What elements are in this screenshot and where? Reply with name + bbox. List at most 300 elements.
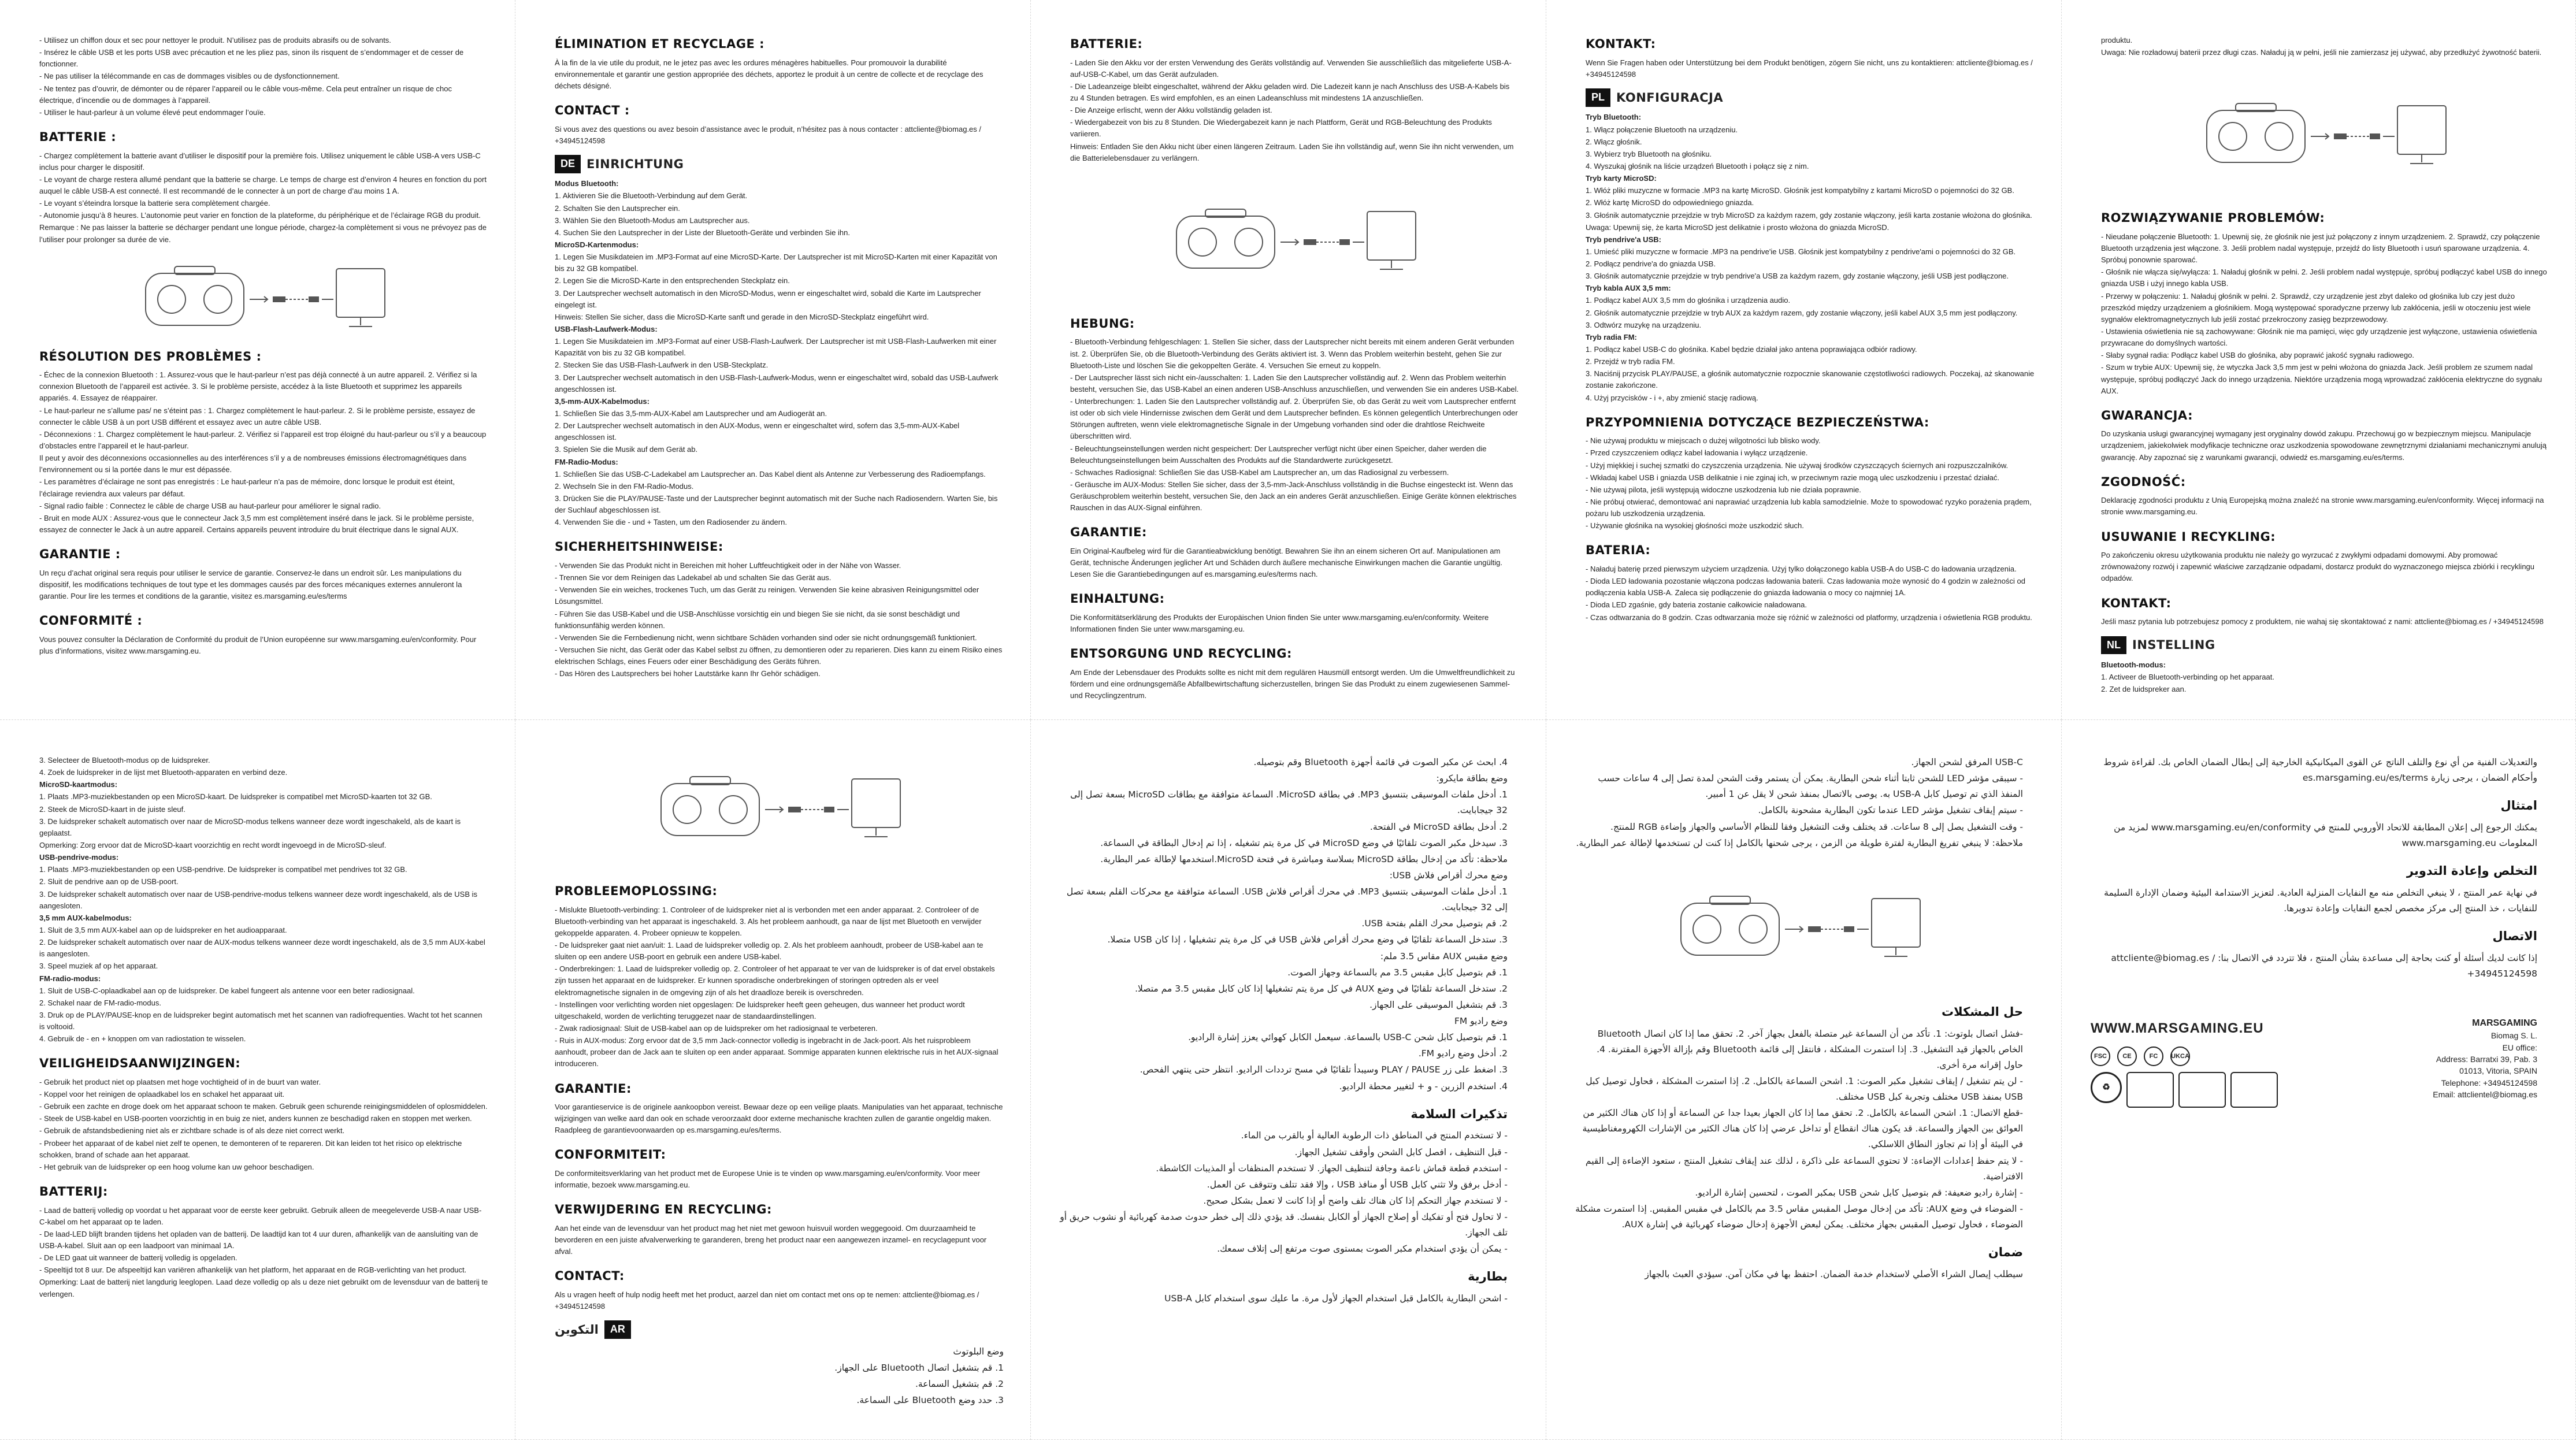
nl-setup-title: INSTELLING (2132, 638, 2215, 652)
paragraph: سيطلب إيصال الشراء الأصلي لاستخدام خدمة الضمان. احتفظ بها في مكان آمن. سيؤدي العبث بالجهاز (1645, 1268, 2023, 1279)
paragraph: 3,5 mm AUX-kabelmodus: (39, 913, 132, 922)
paragraph: 3. De luidspreker schakelt automatisch over naar de USB-pendrive-modus telkens wanneer deze wordt ingeschakeld, als de USB is aangesloten. (39, 889, 477, 910)
paragraph: - Beleuchtungseinstellungen werden nicht gespeichert: Der Lautsprecher verfügt nicht über einen Speicher, daher werden die Beleuchtungseinstellungen beim Ausschalten des Produkts auf die Standardwerte zurückgesetzt. (1070, 444, 1487, 465)
paragraph: - Mislukte Bluetooth-verbinding: 1. Controleer of de luidspreker niet al is verbonden met een ander apparaat. 2. Controleer of de Bluetooth-verbinding van het apparaat is ingeschakeld. 3. Als het probleem aanhoudt, ga naar de lijst met Bluetooth en verwijder gekoppelde apparaten. 4. Probeer opnieuw te koppelen. (555, 905, 982, 937)
fr-trouble-title: RÉSOLUTION DES PROBLÈMES : (39, 349, 262, 363)
fr-battery (39, 150, 488, 246)
ar-safety-title: تذكيرات السلامة (1411, 1107, 1508, 1121)
certification-mark-icon: CE (2117, 1046, 2137, 1066)
ar-contact-title: الاتصال (2492, 929, 2537, 944)
pl-disposal-title: USUWANIE I RECYKLING: (2101, 529, 2276, 544)
paragraph: Voor garantieservice is de originele aankoopbon vereist. Bewaar deze op een veilige plaats. Manipulaties van het apparaat, technische wijzigingen van welke aard dan ook en schade veroorzaakt door externe mechanische krachten zullen de garantie ongeldig maken. Raadpleeg de garantievoorwaarden op es.marsgaming.eu/es/terms. (555, 1103, 1003, 1135)
paragraph: À la fin de la vie utile du produit, ne le jetez pas avec les ordures ménagères habituelles. Pour promouvoir la durabilité environnementale et garantir une gestion appropriée des déchets, apportez le produit à un centre de collecte et de recyclage des déchets désigné. (555, 58, 983, 90)
paragraph: 2. Włącz głośnik. (1586, 137, 1642, 146)
paragraph: - Le haut-parleur ne s’allume pas/ ne s’éteint pas : 1. Chargez complètement le haut-parleur. 2. Si le problème persiste, essayez de connecter le câble USB à un port USB différent et essayez avec un autre câble USB. (39, 406, 476, 426)
paragraph: - Das Hören des Lautsprechers bei hoher Lautstärke kann Ihr Gehör schädigen. (555, 669, 821, 678)
paragraph: - الضوضاء في وضع AUX: تأكد من إدخال موصل المقبس مقاس 3.5 مم بالكامل في مقبس المقبس. إذا استمرت مشكلة الضوضاء ، فحاول توصيل المقبس بجهاز مختلف. يمكن لبعض الأجهزة إدخال ضوضاء كهربائية في إشارة AUX. (1575, 1203, 2023, 1230)
paragraph: - Verwenden Sie das Produkt nicht in Bereichen mit hoher Luftfeuchtigkeit oder in der Nähe von Wasser. (555, 561, 901, 570)
panel-de-setup (515, 0, 1031, 720)
paragraph: وضع راديو FM (1454, 1016, 1508, 1026)
paragraph: Tryb kabla AUX 3,5 mm: (1586, 284, 1671, 293)
paragraph: Do uzyskania usługi gwarancyjnej wymagany jest oryginalny dowód zakupu. Przechowuj go w bezpiecznym miejscu. Manipulacje urządzeniem, jakiekolwiek modyfikacje techniczne oraz uszkodzenia spowodowane zewnętrznymi działaniami mechanicznymi anulują gwarancję. Aby zapoznać się z warunkami gwarancji, odwiedź es.marsgaming.eu/es/terms. (2101, 429, 2547, 462)
paragraph: 2. قم بتشغيل السماعة. (915, 1378, 1004, 1389)
paragraph: 1. Legen Sie Musikdateien im .MP3-Format auf eine MicroSD-Karte. Der Lautsprecher ist mit MicroSD-Karten mit einer Kapazität von bis zu 32 GB kompatibel. (555, 253, 997, 273)
paragraph: 4. Verwenden Sie die - und + Tasten, um den Radiosender zu ändern. (555, 518, 787, 527)
paragraph: - Les paramètres d’éclairage ne sont pas enregistrés : Le haut-parleur n’a pas de mémoire, donc lorsque le produit est éteint, l’éclairage reviendra aux valeurs par défaut. (39, 477, 455, 498)
de-contact-title: KONTAKT: (1586, 37, 1656, 51)
paragraph: - Ustawienia oświetlenia nie są zachowywane: Głośnik nie ma pamięci, więc gdy urządzenie jest wyłączone, ustawienia oświetlenia przywracane do domyślnych wartości. (2101, 326, 2537, 348)
paragraph: Jeśli masz pytania lub potrzebujesz pomocy z produktem, nie wahaj się skontaktować z nami: attcliente@biomag.es / +34945124598 (2101, 617, 2544, 626)
paragraph: 2. Legen Sie die MicroSD-Karte in den entsprechenden Steckplatz ein. (555, 276, 790, 285)
paragraph: - أدخل برفق ولا تثني كابل USB أو منافذ USB ، وإلا فقد تتلف وتتوقف عن العمل. (1207, 1179, 1508, 1190)
panel-ar-2 (1546, 720, 2062, 1440)
de-warranty (1070, 545, 1519, 580)
paragraph: 2. Wechseln Sie in den FM-Radio-Modus. (555, 481, 694, 491)
paragraph: Als u vragen heeft of hulp nodig heeft met het product, aarzel dan niet om contact met ons op te nemen: attcliente@biomag.es / +34945124598 (555, 1290, 979, 1311)
paragraph: 2. De luidspreker schakelt automatisch over naar de AUX-modus telkens wanneer deze wordt ingeschakeld, als de 3,5 mm AUX-kabel is aangesloten. (39, 938, 485, 959)
paragraph: USB-C المرفق لشحن الجهاز. (1911, 757, 2023, 767)
paragraph: - Utilisez un chiffon doux et sec pour nettoyer le produit. N’utilisez pas de produits abrasifs ou de solvants. (39, 36, 391, 44)
paragraph: Un reçu d’achat original sera requis pour utiliser le service de garantie. Conservez-le dans un endroit sûr. Les manipulations du dispositif, les modifications techniques de tout type et les dommages causés par des forces mécaniques externes annuleront la garantie. Pour lire les termes et conditions de la garantie, visitez es.marsgaming.eu/es/terms (39, 568, 462, 600)
paragraph: - لا تحاول فتح أو تفكيك أو إصلاح الجهاز أو الكابل بنفسك. قد يؤدي ذلك إلى خطر حدوث صدمة كهربائية أو نشوب حريق أو تلف الجهاز. (1060, 1212, 1508, 1238)
paragraph: Si vous avez des questions ou avez besoin d’assistance avec le produit, n’hésitez pas à nous contacter : attcliente@biomag.es / +34945124598 (555, 124, 982, 145)
paragraph: 1. قم بتشغيل اتصال Bluetooth على الجهاز. (834, 1362, 1004, 1373)
paragraph: 3. Głośnik automatycznie przejdzie w tryb MicroSD za każdym razem, gdy zostanie włączony, jeśli karta zostanie włożona do głośnika. (1586, 210, 2032, 220)
de-warranty-title: GARANTIE: (1070, 525, 1147, 540)
de-contact (1586, 57, 2035, 80)
paragraph: - Gebruik een zachte en droge doek om het apparaat schoon te maken. Gebruik geen schurende reinigingsmiddelen of oplosmiddelen. (39, 1102, 488, 1111)
paragraph: 3. Wählen Sie den Bluetooth-Modus am Lautsprecher aus. (555, 216, 750, 225)
ar-battery (1060, 1291, 1508, 1307)
pl-warranty (2101, 428, 2549, 463)
paragraph: - قبل التنظيف ، افصل كابل الشحن وأوقف تشغيل الجهاز. (1294, 1146, 1508, 1157)
de-trouble (1070, 336, 1519, 514)
paragraph: - De luidspreker gaat niet aan/uit: 1. Laad de luidspreker volledig op. 2. Als het probleem aanhoudt, probeer de USB-kabel aan te sluiten op een andere USB-poort en gebruik een andere USB-kabel. (555, 940, 983, 962)
paragraph: Hinweis: Stellen Sie sicher, dass die MicroSD-Karte sanft und gerade in den MicroSD-Steckplatz eingeführt wird. (555, 312, 929, 321)
certification-mark-icon: FC (2144, 1046, 2163, 1066)
certification-mark-icon: UKCA (2170, 1046, 2190, 1066)
de-disposal (1070, 667, 1519, 702)
ar-conformity-title: امتثال (2500, 799, 2537, 813)
website-url: WWW.MARSGAMING.EU (2091, 1020, 2264, 1037)
paragraph: - Insérez le câble USB et les ports USB avec précaution et ne les pliez pas, sinon ils risquent de s’endommager et de cesser de fonctionner. (39, 48, 464, 69)
paragraph: - اشحن البطارية بالكامل قبل استخدام الجهاز لأول مرة. ما عليك سوى استخدام كابل USB-A (1164, 1293, 1508, 1304)
paragraph: 2. Przejdź w tryb radia FM. (1586, 357, 1675, 366)
pl-setup-title: KONFIGURACJA (1616, 90, 1724, 105)
paragraph: 3. اضغط على زر PLAY / PAUSE وسيبدأ تلقائيًا في مسح ترددات الراديو. انتظر حتى ينتهي الفحص. (1139, 1064, 1508, 1075)
speaker-figure (1575, 886, 2023, 967)
paragraph: - Naładuj baterię przed pierwszym użyciem urządzenia. Użyj tylko dołączonego kabla USB-A do USB-C do ładowania urządzenia. (1586, 564, 2017, 573)
paragraph: - Użyj miękkiej i suchej szmatki do czyszczenia urządzenia. Nie używaj środków czyszczących ściernych ani rozpuszczalników. (1586, 461, 2009, 470)
triman-logo-icon: ♻ (2091, 1072, 2122, 1103)
paragraph: Tryb pendrive'a USB: (1586, 235, 1661, 244)
pl-trouble-title: ROZWIĄZYWANIE PROBLEMÓW: (2101, 211, 2325, 225)
paragraph: Wenn Sie Fragen haben oder Unterstützung bei dem Produkt benötigen, zögern Sie nicht, uns zu kontaktieren: attcliente@biomag.es / +34945124598 (1586, 58, 2033, 79)
paragraph: 1. Umieść pliki muzyczne w formacie .MP3 na pendrive'ie USB. Głośnik jest kompatybilny z pendrive'ami o pojemności do 32 GB. (1586, 247, 2016, 256)
pl-disposal (2101, 550, 2549, 584)
paragraph: -قطع الاتصال: 1. اشحن السماعة بالكامل. 2. تحقق مما إذا كان الجهاز بعيدا جدا عن السماعة أو إذا كان هناك الكثير من العوائق بين الجهاز والسماعة. قد يكون هناك انقطاع أو تداخل عرضي إذا كان هناك الكثير من الإشارات الكهرومغناطيسية في البيئة أو إذا تم تجاوز النطاق اللاسلكي. (1582, 1108, 2023, 1150)
pl-conformity (2101, 495, 2549, 518)
paragraph: - يمكن أن يؤدي استخدام مكبر الصوت بمستوى صوت مرتفع إلى إتلاف سمعك. (1217, 1244, 1508, 1255)
paragraph: Deklarację zgodności produktu z Unią Europejską można znaleźć na stronie www.marsgaming.eu/en/conformity. Więcej informacji na stronie www.marsgaming.eu. (2101, 496, 2544, 517)
panel-ar (1031, 720, 1546, 1440)
speaker-charging-illustration (2201, 93, 2449, 174)
ar-contact (2091, 951, 2537, 982)
nl-disposal-title: VERWIJDERING EN RECYCLING: (555, 1203, 772, 1217)
fr-warranty-title: GARANTIE : (39, 547, 121, 562)
company-name: Biomag S. L. (2490, 1031, 2537, 1041)
paragraph: - Signal radio faible : Connectez le câble de charge USB au haut-parleur pour améliorer le signal radio. (39, 501, 381, 510)
paragraph: - Speeltijd tot 8 uur. De afspeeltijd kan variëren afhankelijk van het platform, het apparaat en de RGB-verlichting van het product. (39, 1265, 467, 1275)
paragraph: 2. أدخل وضع راديو FM. (1418, 1048, 1508, 1059)
paragraph: - Probeer het apparaat of de kabel niet zelf te openen, te demonteren of te repareren. Dit kan leiden tot het risico op elektrische schokken, brand of schade aan het apparaat. (39, 1138, 462, 1159)
paragraph: 4. ابحث عن مكبر الصوت في قائمة أجهزة Bluetooth وقم بتوصيله. (1253, 757, 1508, 767)
paragraph: والتعديلات الفنية من أي نوع والتلف الناتج عن القوى الميكانيكية الخارجية إلى إبطال الضمان الخاص بك. لقراءة شروط وأحكام الضمان ، يرجى زيارة es.marsgaming.eu/es/terms (2103, 757, 2537, 784)
paragraph: 2. Stecken Sie das USB-Flash-Laufwerk in den USB-Steckplatz. (555, 361, 769, 370)
paragraph: - Échec de la connexion Bluetooth : 1. Assurez-vous que le haut-parleur n’est pas déjà connecté à un autre appareil. 2. Vérifiez si la connexion Bluetooth de l’appareil est activée. 3. Si le problème persiste, accédez à la liste Bluetooth et supprimez les appareils appariés. 4. Essayez de réappairer. (39, 370, 477, 403)
fr-battery-title: BATTERIE : (39, 129, 117, 144)
paragraph: 4. Użyj przycisków - i +, aby zmienić stację radiową. (1586, 393, 1758, 402)
pl-setup (1586, 112, 2035, 403)
paragraph: 2. Podłącz pendrive'a do gniazda USB. (1586, 259, 1716, 269)
paragraph: 1. Legen Sie Musikdateien im .MP3-Format auf einer USB-Flash-Laufwerk. Der Lautsprecher ist mit USB-Flash-Laufwerken mit einer Kapazität von bis zu 32 GB kompatibel. (555, 337, 997, 358)
paragraph: 3. Der Lautsprecher wechselt automatisch in den USB-Flash-Laufwerk-Modus, wenn er eingeschaltet wird, sobald das USB-Laufwerk angeschlossen ist. (555, 373, 999, 394)
paragraph: - Instellingen voor verlichting worden niet opgeslagen: De luidspreker heeft geen geheugen, dus wanneer het product wordt uitgeschakeld, worden de verlichting teruggezet naar de standaardinstellingen. (555, 1000, 965, 1020)
paragraph: - Nie używaj produktu w miejscach o dużej wilgotności lub blisko wody. (1586, 436, 1821, 446)
nl-contact (555, 1289, 1004, 1312)
paragraph: 3. سيدخل مكبر الصوت تلقائيًا في وضع MicroSD في كل مرة يتم تشغيله ، إذا تم إدخال البطاقة في السماعة. (1100, 837, 1508, 848)
de-battery (1070, 57, 1519, 164)
paragraph: 1. Schließen Sie das 3,5-mm-AUX-Kabel am Lautsprecher und am Audiogerät an. (555, 409, 827, 418)
paragraph: 3. Spielen Sie die Musik auf dem Gerät ab. (555, 445, 698, 454)
paragraph: - Unterbrechungen: 1. Laden Sie den Lautsprecher vollständig auf. 2. Überprüfen Sie, ob das Gerät zu weit vom Lautsprecher entfernt ist oder ob sich viele Hindernisse zwischen dem Gerät und dem Lautsprecher befinden. Es können gelegentlich Unterbrechungen oder Störungen auftreten, wenn viele elektromagnetische Signale in der Umgebung vorhanden sind oder die drahtlose Reichweite überschritten wird. (1070, 397, 1518, 441)
paragraph: - Słaby sygnał radia: Podłącz kabel USB do głośnika, aby poprawić jakość sygnału radiowego. (2101, 351, 2414, 360)
speaker-charging-illustration (1675, 886, 1924, 967)
de-setup (555, 178, 1004, 528)
paragraph: 1. Podłącz kabel AUX 3,5 mm do głośnika i urządzenia audio. (1586, 296, 1791, 305)
paragraph: 2. Steek de MicroSD-kaart in de juiste sleuf. (39, 804, 185, 814)
paragraph: 1. قم بتوصيل كابل شحن USB-C بالسماعة. سيعمل الكابل كهوائي يعزز إشارة الراديو. (1188, 1032, 1508, 1043)
paragraph: 3. De luidspreker schakelt automatisch over naar de MicroSD-modus telkens wanneer deze wordt ingeschakeld, als de kaart is geplaatst. (39, 817, 461, 837)
nl-warranty-title: GARANTIE: (555, 1081, 632, 1096)
paragraph: - Nie używaj pilota, jeśli występują widoczne uszkodzenia lub nie działa poprawnie. (1586, 485, 1861, 494)
paragraph: Tryb radia FM: (1586, 332, 1637, 342)
paragraph: - Het gebruik van de luidspreker op een hoog volume kan uw gehoor beschadigen. (39, 1162, 314, 1171)
panel-ar-3 (2062, 720, 2576, 1440)
paragraph: Ein Original-Kaufbeleg wird für die Garantieabwicklung benötigt. Bewahren Sie ihn an einem sicheren Ort auf. Manipulationen am Gerät, technische Änderungen jeglicher Art und Schäden durch äußere mechanische Einwirkungen machen die Garantie ungültig. Lesen Sie die Garantiebedingungen auf es.marsgaming.eu/es/terms nach. (1070, 547, 1502, 579)
paragraph: -فشل اتصال بلوتوث: 1. تأكد من أن السماعة غير متصلة بالفعل بجهاز آخر. 2. تحقق مما إذا كان اتصال Bluetooth الخاص بالجهاز قيد التشغيل. 3. إذا استمرت المشكلة ، فانتقل إلى قائمة Bluetooth وقم بإزالة الأجهزة المقترنة. 4. حاول إقرانه مرة أخرى. (1597, 1028, 2023, 1070)
certification-mark-icon: FSC (2091, 1046, 2110, 1066)
paragraph: ملاحظة: تأكد من إدخال بطاقة MicroSD بسلاسة ومباشرة في فتحة MicroSD.استخدمها لإطالة عمر البطارية. (1100, 853, 1508, 864)
paragraph: De conformiteitsverklaring van het product met de Europese Unie is te vinden op www.marsgaming.eu/en/conformity. Voor meer informatie, bezoek www.marsgaming.eu. (555, 1169, 981, 1190)
ar-battery-cont (1575, 755, 2023, 851)
paragraph: إذا كانت لديك أسئلة أو كنت بحاجة إلى مساعدة بشأن المنتج ، فلا تتردد في الاتصال بنا: attcliente@biomag.es / +34945124598 (2111, 953, 2537, 979)
paragraph: - Steek de USB-kabel en USB-poorten voorzichtig in en buig ze niet, anders kunnen ze beschadigd raken en stoppen met werken. (39, 1114, 472, 1123)
paragraph: وضع محرك أقراص فلاش USB: (1389, 870, 1508, 881)
paragraph: 3,5-mm-AUX-Kabelmodus: (555, 396, 649, 406)
manufacturer-footer (2091, 1016, 2537, 1108)
panel-nl (0, 720, 515, 1440)
ar-setup-cont (1060, 755, 1508, 1094)
ar-disposal-title: التخلص وإعادة التدوير (2406, 864, 2537, 878)
de-code: DE (555, 155, 581, 173)
pl-safety-title: PRZYPOMNIENIA DOTYCZĄCE BEZPIECZEŃSTWA: (1586, 415, 1929, 429)
paragraph: 1. قم بتوصيل كابل مقبس 3.5 مم بالسماعة وجهاز الصوت. (1287, 967, 1508, 978)
paragraph: - سيبقى مؤشر LED للشحن ثابتا أثناء شحن البطارية. يمكن أن يستمر وقت الشحن لمدة تصل إلى 4 ساعات حسب المنفذ الذي تم توصيل كابل USB-A به. يوصى بالاتصال بمنفذ شحن لا يقل عن 1 أمبير. (1598, 773, 2023, 800)
paragraph: FM-Radio-Modus: (555, 457, 618, 466)
nl-warranty (555, 1101, 1004, 1136)
ar-trouble (1575, 1026, 2023, 1233)
paragraph: - إشارة راديو ضعيفة: قم بتوصيل كابل شحن USB بمكبر الصوت ، لتحسين إشارة الراديو. (1695, 1187, 2023, 1198)
paragraph: - Nieudane połączenie Bluetooth: 1. Upewnij się, że głośnik nie jest już połączony z innym urządzeniem. 2. Sprawdź, czy połączenie Bluetooth urządzenia jest włączone. 3. Jeśli problem nadal występuje, przejdź do listy Bluetooth i usuń sparowane urządzenia. 4. Spróbuj ponownie sparować. (2101, 232, 2540, 265)
paragraph: Die Konformitätserklärung des Produkts der Europäischen Union finden Sie unter www.marsgaming.eu/en/conformity. Weitere Informationen finden Sie unter www.marsgaming.eu. (1070, 613, 1489, 634)
nl-setup-cont (39, 755, 488, 1045)
paragraph: 3. ستدخل السماعة تلقائيًا في وضع محرك أقراص فلاش USB في كل مرة يتم تشغيلها ، إذا كان USB متصلا. (1107, 934, 1508, 945)
paragraph: 3. Druk op de PLAY/PAUSE-knop en de luidspreker begint automatisch met het scannen van radiofrequenties. Wacht tot het scannen is voltooid. (39, 1010, 482, 1031)
de-disposal-title: ENTSORGUNG UND RECYCLING: (1070, 647, 1292, 661)
paragraph: - Chargez complètement la batterie avant d’utiliser le dispositif pour la première fois. Utilisez uniquement le câble USB-A vers USB-C inclus pour charger le dispositif. (39, 151, 481, 172)
de-language-header (555, 155, 1004, 174)
ar-warranty-cont (2091, 755, 2537, 786)
pl-warranty-title: GWARANCJA: (2101, 408, 2193, 422)
paragraph: MicroSD-Kartenmodus: (555, 240, 639, 250)
paragraph: - Schwaches Radiosignal: Schließen Sie das USB-Kabel am Lautsprecher an, um das Radiosignal zu verbessern. (1070, 467, 1449, 477)
paragraph: 1. Schließen Sie das USB-C-Ladekabel am Lautsprecher an. Das Kabel dient als Antenne zur Verbesserung des Radioempfangs. (555, 469, 986, 478)
paragraph: Am Ende der Lebensdauer des Produkts sollte es nicht mit dem regulären Hausmüll entsorgt werden. Um die Umweltfreundlichkeit zu fördern und eine ordnungsgemäße Abfallbewirtschaftung sicherzustellen, bringen Sie das Produkt zu einem zugewiesenen Sammel- und Recyclingzentrum. (1070, 667, 1515, 700)
nl-battery-title: BATTERIJ: (39, 1185, 108, 1199)
paragraph: 1. أدخل ملفات الموسيقى بتنسيق MP3. في محرك أقراص فلاش USB. السماعة متوافقة مع محركات القلم بسعة تصل إلى 32 جيجابايت. (1066, 886, 1508, 913)
paragraph: 4. استخدم الزرين - و + لتغيير محطة الراديو. (1339, 1081, 1508, 1092)
paragraph: - De LED gaat uit wanneer de batterij volledig is opgeladen. (39, 1253, 237, 1263)
paragraph: 3. Odtwórz muzykę na urządzeniu. (1586, 320, 1702, 329)
paragraph: - Koppel voor het reinigen de oplaadkabel los en schakel het apparaat uit. (39, 1090, 285, 1099)
paragraph: - Autonomie jusqu’à 8 heures. L’autonomie peut varier en fonction de la plateforme, du périphérique et de l’éclairage RGB du produit. (39, 211, 481, 220)
paragraph: - Laden Sie den Akku vor der ersten Verwendung des Geräts vollständig auf. Verwenden Sie ausschließlich das mitgelieferte USB-A-auf-USB-C-Kabel, um das Gerät aufzuladen. (1070, 58, 1512, 79)
paragraph: - Onderbrekingen: 1. Laad de luidspreker volledig op. 2. Controleer of het apparaat te ver van de luidspreker is of dat ervel obstakels zijn tussen het apparaat en de luidspreker. Er kunnen sporadische onderbrekingen of storingen optreden als er veel elektromagnetische signalen in de omgeving zijn of als het draadloze bereik is overschreden. (555, 964, 995, 997)
paragraph: - Czas odtwarzania do 8 godzin. Czas odtwarzania może się różnić w zależności od platformy, urządzenia i oświetlenia RGB produktu. (1586, 613, 2032, 622)
paragraph: - وقت التشغيل يصل إلى 8 ساعات. قد يختلف وقت التشغيل وفقا للنظام الأساسي والجهاز وإضاءة RGB للمنتج. (1610, 821, 2023, 832)
paragraph: - Ruis in AUX-modus: Zorg ervoor dat de 3,5 mm Jack-connector volledig is ingebracht in de Jack-poort. Als het ruisprobleem aanhoudt, probeer dan de Jack aan te sluiten op een ander apparaat. Sommige apparaten kunnen elektrische ruis in het AUX-signaal introduceren. (555, 1036, 999, 1068)
nl-language-header (2101, 636, 2549, 655)
paragraph: Uwaga: Upewnij się, że karta MicroSD jest delikatnie i prosto włożona do gniazda MicroSD. (1586, 222, 1890, 232)
paragraph: 4. Zoek de luidspreker in de lijst met Bluetooth-apparaten en verbind deze. (39, 768, 288, 777)
nl-conformity (555, 1168, 1004, 1191)
paragraph: - De laad-LED blijft branden tijdens het opladen van de batterij. De laadtijd kan tot 4 uur duren, afhankelijk van de aansluiting van de USB-A-kabel. Sluit aan op een laadpoort van minimaal 1A. (39, 1229, 478, 1250)
paragraph: - Déconnexions : 1. Chargez complètement le haut-parleur. 2. Vérifiez si l’appareil est trop éloigné du haut-parleur ou s’il y a beaucoup d’obstacles entre l’appareil et le haut-parleur. (39, 429, 487, 451)
paragraph: 3. Wybierz tryb Bluetooth na głośniku. (1586, 149, 1712, 158)
paragraph: - لا يتم حفظ إعدادات الإضاءة: لا تحتوي السماعة على ذاكرة ، لذلك عند إيقاف تشغيل المنتج ، ستعود الإضاءة إلى القيم الافتراضية. (1585, 1155, 2023, 1182)
paragraph: وضع بطاقة مايكرو: (1436, 773, 1508, 784)
manufacturer-address (2433, 1016, 2537, 1100)
paragraph: 1. Aktivieren Sie die Bluetooth-Verbindung auf dem Gerät. (555, 191, 748, 201)
paragraph: - لا تستخدم المنتج في المناطق ذات الرطوبة العالية أو بالقرب من الماء. (1241, 1130, 1508, 1141)
speaker-charging-illustration (1171, 199, 1419, 280)
paragraph: 1. Włącz połączenie Bluetooth na urządzeniu. (1586, 125, 1738, 134)
paragraph: 1. Podłącz kabel USB-C do głośnika. Kabel będzie działał jako antena poprawiająca odbiór radiowy. (1586, 345, 1917, 354)
de-battery-title: BATTERIE: (1070, 37, 1143, 51)
pl-trouble (2101, 231, 2549, 397)
paragraph: 2. قم بتوصيل محرك القلم بفتحة USB. (1361, 918, 1508, 929)
fr-contact (555, 124, 1004, 147)
recycling-box-icon (2178, 1072, 2226, 1108)
paragraph: 2. Zet de luidspreker aan. (2101, 685, 2187, 694)
paragraph: - Ne pas utiliser la télécommande en cas de dommages visibles ou de dysfonctionnement. (39, 72, 340, 81)
paragraph: - Laad de batterij volledig op voordat u het apparaat voor de eerste keer gebruikt. Gebruik alleen de meegeleverde USB-A naar USB-C-kabel om het apparaat op te laden. (39, 1205, 482, 1226)
fr-trouble (39, 369, 488, 536)
ar-conformity (2091, 820, 2537, 851)
nl-battery (39, 1205, 488, 1300)
paragraph: Opmerking: Zorg ervoor dat de MicroSD-kaart voorzichtig en recht wordt ingevoegd in de MicroSD-sleuf. (39, 840, 387, 849)
paragraph: produktu. (2101, 36, 2133, 44)
paragraph: ملاحظة: لا ينبغي تفريغ البطارية لفترة طويلة من الزمن ، يرجى شحنها بالكامل إذا كنت لن تستخدمها لإطالة عمر البطارية. (1576, 837, 2023, 848)
paragraph: - Dioda LED ładowania pozostanie włączona podczas ładowania baterii. Czas ładowania może wynosić do 4 godzin w zależności od podłączenia kabla USB-A. Zaleca się podłączenie do gniazda ładowania o mocy co najmniej 1A. (1586, 577, 2025, 597)
paragraph: MicroSD-kaartmodus: (39, 780, 118, 789)
fr-conformity-title: CONFORMITÉ : (39, 614, 143, 628)
paragraph: 2. Schakel naar de FM-radio-modus. (39, 998, 161, 1007)
paragraph: - Gebruik het product niet op plaatsen met hoge vochtigheid of in de buurt van water. (39, 1077, 321, 1086)
paragraph: USB-Flash-Laufwerk-Modus: (555, 325, 658, 334)
speaker-figure (2101, 93, 2549, 174)
address-line-2: 01013, Vitoria, SPAIN (2459, 1066, 2537, 1076)
paragraph: FM-radio-modus: (39, 974, 101, 983)
paragraph: 2. ستدخل السماعة تلقائيًا في وضع AUX في كل مرة يتم تشغيلها إذا كان كابل مقبس 3.5 مم متصلا. (1135, 983, 1508, 994)
fr-warranty (39, 567, 488, 602)
paragraph: Bluetooth-modus: (2101, 660, 2166, 669)
paragraph: - Geräusche im AUX-Modus: Stellen Sie sicher, dass der 3,5-mm-Jack-Anschluss vollständig in die Buchse eingesteckt ist. Wenn das Geräuschproblem weiterhin besteht, versuchen Sie, den Jack an ein anderes Gerät anzuschließen. Einige Geräte können elektrisches Rauschen in das AUX-Signal einführen. (1070, 480, 1517, 513)
speaker-figure (39, 256, 488, 337)
paragraph: 1. Plaats .MP3-muziekbestanden op een USB-pendrive. De luidspreker is compatibel met pendrives tot 32 GB. (39, 865, 407, 874)
paragraph: 2. Sluit de pendrive aan op de USB-poort. (39, 877, 179, 886)
pl-safety (1586, 435, 2035, 532)
paragraph: - Verwenden Sie die Fernbedienung nicht, wenn sichtbare Schäden vorhanden sind oder sie nicht ordnungsgemäß funktioniert. (555, 633, 977, 642)
paragraph: 3. Głośnik automatycznie przejdzie w tryb pendrive'a USB za każdym razem, gdy zostanie włączony, jeśli USB jest podłączone. (1586, 272, 2009, 281)
paragraph: Vous pouvez consulter la Déclaration de Conformité du produit de l’Union européenne sur www.marsgaming.eu/en/conformity. Pour plus d’informations, visitez www.marsgaming.eu. (39, 634, 477, 655)
ar-code: AR (604, 1320, 631, 1339)
paragraph: في نهاية عمر المنتج ، لا ينبغي التخلص منه مع النفايات المنزلية العادية. لتعزيز الاستدامة البيئية وضمان الإدارة السليمة للنفايات ، خذ المنتج إلى مركز مخصص لجمع النفايات وإعادة تدويرها. (2104, 888, 2537, 914)
paragraph: 4. Wyszukaj głośnik na liście urządzeń Bluetooth i połącz się z nim. (1586, 161, 1809, 170)
ar-trouble-title: حل المشكلات (1942, 1004, 2023, 1019)
fr-intro (39, 35, 488, 118)
paragraph: - Der Lautsprecher lässt sich nicht ein-/ausschalten: 1. Laden Sie den Lautsprecher vollständig auf. 2. Wenn das Problem weiterhin besteht, versuchen Sie, das USB-Kabel an einen anderen USB-Anschluss anzuschließen, und verwenden Sie ein anderes USB-Kabel. (1070, 373, 1519, 394)
telephone: Telephone: +34945124598 (2441, 1078, 2537, 1088)
paragraph: - Bruit en mode AUX : Assurez-vous que le connecteur Jack 3,5 mm est complètement inséré dans le jack. Si le problème persiste, essayez de connecter le Jack à un autre appareil. Certains appareils peuvent introduire du bruit électrique dans le signal AUX. (39, 513, 474, 535)
ar-disposal (2091, 885, 2537, 916)
nl-code: NL (2101, 636, 2126, 655)
nl-safety (39, 1077, 488, 1173)
paragraph: - Le voyant s’éteindra lorsque la batterie sera complètement chargée. (39, 199, 270, 208)
paragraph: - Versuchen Sie nicht, das Gerät oder das Kabel selbst zu öffnen, zu demontieren oder zu reparieren. Dies kann zu einem Risiko eines elektrischen Schlags, eines Feuers oder einer Beschädigung des Geräts führen. (555, 645, 1003, 666)
paragraph: 3. قم بتشغيل الموسيقى على الجهاز. (1369, 999, 1508, 1010)
paragraph: 4. Suchen Sie den Lautsprecher in der Liste der Bluetooth-Geräte und verbinden Sie ihn. (555, 228, 850, 237)
pl-battery (1586, 563, 2035, 623)
de-safety-title: SICHERHEITSHINWEISE: (555, 540, 723, 554)
paragraph: Hinweis: Entladen Sie den Akku nicht über einen längeren Zeitraum. Laden Sie ihn vollständig auf, wenn Sie ihn nicht verwenden, um die Batterielebensdauer zu verlängern. (1070, 142, 1514, 162)
paragraph: - Le voyant de charge restera allumé pendant que la batterie se charge. Le temps de charge est d’environ 4 heures en fonction du port auquel le câble USB-A est connecté. Il est recommandé de le connecter à un port de charge d’au moins 1 A. (39, 175, 487, 195)
paragraph: 4. Gebruik de - en + knoppen om van radiostation te wisselen. (39, 1034, 246, 1044)
paragraph: Tryb karty MicroSD: (1586, 174, 1657, 183)
paragraph: Modus Bluetooth: (555, 179, 619, 188)
brand-name: MARSGAMING (2472, 1018, 2537, 1029)
panel-pl (2062, 0, 2576, 720)
certification-marks (2091, 1046, 2278, 1066)
paragraph: 2. Głośnik automatycznie przejdzie w tryb AUX za każdym razem, gdy zostanie włączony, jeśli kabel AUX 3,5 mm jest podłączony. (1586, 308, 2018, 317)
paragraph: - Utiliser le haut-parleur à un volume élevé peut endommager l’ouïe. (39, 107, 266, 117)
de-conformity-title: EINHALTUNG: (1070, 592, 1165, 606)
pl-contact (2101, 616, 2549, 628)
paragraph: 1. Activeer de Bluetooth-verbinding op het apparaat. (2101, 672, 2274, 681)
speaker-charging-illustration (140, 256, 388, 337)
paragraph: Opmerking: Laat de batterij niet langdurig leeglopen. Laad deze volledig op als u deze niet gebruikt om de levensduur van de batterij te verlengen. (39, 1278, 488, 1298)
speaker-figure (1070, 199, 1519, 280)
paragraph: Po zakończeniu okresu użytkowania produktu nie należy go wyrzucać z zwykłymi odpadami domowymi. Aby promować zrównoważony rozwój i zapewnić właściwe zarządzanie odpadami, dostarcz produkt do wyznaczonego miejsca zbiórki i recyklingu odpadów. (2101, 551, 2535, 583)
de-setup-title: EINRICHTUNG (587, 157, 684, 171)
paragraph: - Verwenden Sie ein weiches, trockenes Tuch, um das Gerät zu reinigen. Verwenden Sie keine abrasiven Reinigungsmittel oder Lösungsmittel. (555, 585, 979, 606)
paragraph: - Wiedergabezeit von bis zu 8 Stunden. Die Wiedergabezeit kann je nach Plattform, Gerät und RGB-Beleuchtung des Produkts variieren. (1070, 118, 1492, 139)
pl-code: PL (1586, 88, 1610, 107)
paragraph: 1. أدخل ملفات الموسيقى بتنسيق MP3. في بطاقة MicroSD. السماعة متوافقة مع بطاقات MicroSD بسعة تصل إلى 32 جيجابايت. (1070, 789, 1508, 816)
fr-contact-title: CONTACT : (555, 103, 630, 117)
paragraph: 3. Der Lautsprecher wechselt automatisch in den MicroSD-Modus, wenn er eingeschaltet wird, sobald die Karte im Lautsprecher eingelegt ist. (555, 288, 981, 309)
paragraph: Il peut y avoir des déconnexions occasionnelles au des interférences s’il y a de nombreuses émissions électromagnétiques dans l’environnement ou si la portée dans le mur est dépassée. (39, 454, 467, 474)
paragraph: 2. Włóż kartę MicroSD do odpowiedniego gniazda. (1586, 198, 1754, 207)
nl-setup (2101, 659, 2549, 695)
paragraph: 3. Selecteer de Bluetooth-modus op de luidspreker. (39, 756, 210, 764)
ar-safety (1060, 1128, 1508, 1257)
fr-conformity (39, 634, 488, 657)
nl-disposal (555, 1223, 1004, 1257)
paragraph: - Bluetooth-Verbindung fehlgeschlagen: 1. Stellen Sie sicher, dass der Lautsprecher nicht bereits mit einem anderen Gerät verbunden ist. 2. Überprüfen Sie, ob die Bluetooth-Verbindung des Geräts aktiviert ist. 3. Wenn das Problem weiterhin besteht, gehen Sie zur Bluetooth-Liste und löschen Sie die gekoppelten Geräte. 4. Versuchen Sie erneut zu koppeln. (1070, 337, 1515, 370)
paragraph: - لا تستخدم جهاز التحكم إذا كان هناك تلف واضح أو إذا كانت لا تعمل بشكل صحيح. (1203, 1195, 1508, 1206)
speaker-figure (555, 766, 1004, 847)
ar-setup (555, 1344, 1004, 1409)
paragraph: 1. Włóż pliki muzyczne w formacie .MP3 na kartę MicroSD. Głośnik jest kompatybilny z kartami MicroSD o pojemności do 32 GB. (1586, 186, 2014, 195)
paragraph: - Szum w trybie AUX: Upewnij się, że wtyczka Jack 3,5 mm jest w pełni włożona do gniazda Jack. Jeśli problem ze szumem nadal występuje, spróbuj podłączyć Jack do innego urządzenia. Niektóre urządzenia mogą wprowadzać zakłócenia elektryczne do sygnału AUX. (2101, 363, 2542, 395)
pl-conformity-title: ZGODNOŚĆ: (2101, 474, 2186, 489)
pl-battery-cont (2101, 35, 2549, 58)
site-and-marks (2091, 1016, 2278, 1108)
panel-pl-setup (1546, 0, 2062, 720)
panel-fr (0, 0, 515, 720)
recycling-info (2091, 1072, 2278, 1108)
speaker-charging-illustration (655, 766, 904, 847)
recycling-box-icon (2230, 1072, 2278, 1108)
paragraph: 3. حدد وضع Bluetooth على السماعة. (856, 1395, 1004, 1406)
ar-warranty (1575, 1267, 2023, 1282)
de-conformity (1070, 612, 1519, 635)
nl-safety-title: VEILIGHEIDSAANWIJZINGEN: (39, 1056, 241, 1071)
paragraph: 2. أدخل بطاقة MicroSD في الفتحة. (1369, 821, 1508, 832)
de-trouble-title: HEBUNG: (1070, 316, 1135, 331)
de-safety (555, 560, 1004, 680)
paragraph: Tryb Bluetooth: (1586, 113, 1642, 122)
office-label: EU office: (2502, 1042, 2537, 1052)
paragraph: يمكنك الرجوع إلى إعلان المطابقة للاتحاد الأوروبي للمنتج في www.marsgaming.eu/en/conformity لمزيد من المعلومات www.marsgaming.eu (2114, 822, 2537, 849)
paragraph: وضع البلوتوث (953, 1346, 1004, 1357)
nl-trouble-title: PROBLEEMOPLOSSING: (555, 884, 718, 898)
paragraph: - Przerwy w połączeniu: 1. Naładuj głośnik w pełni. 2. Sprawdź, czy urządzenie jest zbyt daleko od głośnika lub czy jest dużo przeszkód między urządzeniem a głośnikiem. Mogą występować sporadyczne przerwy lub zakłócenia, jeśli w otoczeniu jest wiele sygnałów elektromagnetycznych lub jeśli zostać przekroczony zasięg bezprzewodowy. (2101, 291, 2531, 324)
paragraph: - Nie próbuj otwierać, demontować ani naprawiać urządzenia lub kabla samodzielnie. Może to spowodować ryzyko porażenia prądem, pożaru lub uszkodzenia urządzenia. (1586, 498, 2032, 518)
paragraph: - سيتم إيقاف تشغيل مؤشر LED عندما تكون البطارية مشحونة بالكامل. (1758, 805, 2023, 816)
paragraph: 2. Schalten Sie den Lautsprecher ein. (555, 203, 680, 213)
paragraph: - Ne tentez pas d’ouvrir, de démonter ou de réparer l’appareil ou le câble vous-même. Cela peut entraîner un risque de choc électrique, d’incendie ou de dommages à l’appareil. (39, 84, 452, 105)
pl-contact-title: KONTAKT: (2101, 596, 2172, 610)
panel-de (1031, 0, 1546, 720)
ar-language-header (555, 1320, 1004, 1339)
recycling-box-icon (2126, 1072, 2174, 1108)
paragraph: Remarque : Ne pas laisser la batterie se décharger pendant une longue période, chargez-la complètement si vous ne prévoyez pas de l’utiliser pour prolonger sa durée de vie. (39, 223, 487, 244)
nl-contact-title: CONTACT: (555, 1269, 625, 1283)
address-line-1: Address: Barratxi 39, Pab. 3 (2436, 1055, 2537, 1064)
